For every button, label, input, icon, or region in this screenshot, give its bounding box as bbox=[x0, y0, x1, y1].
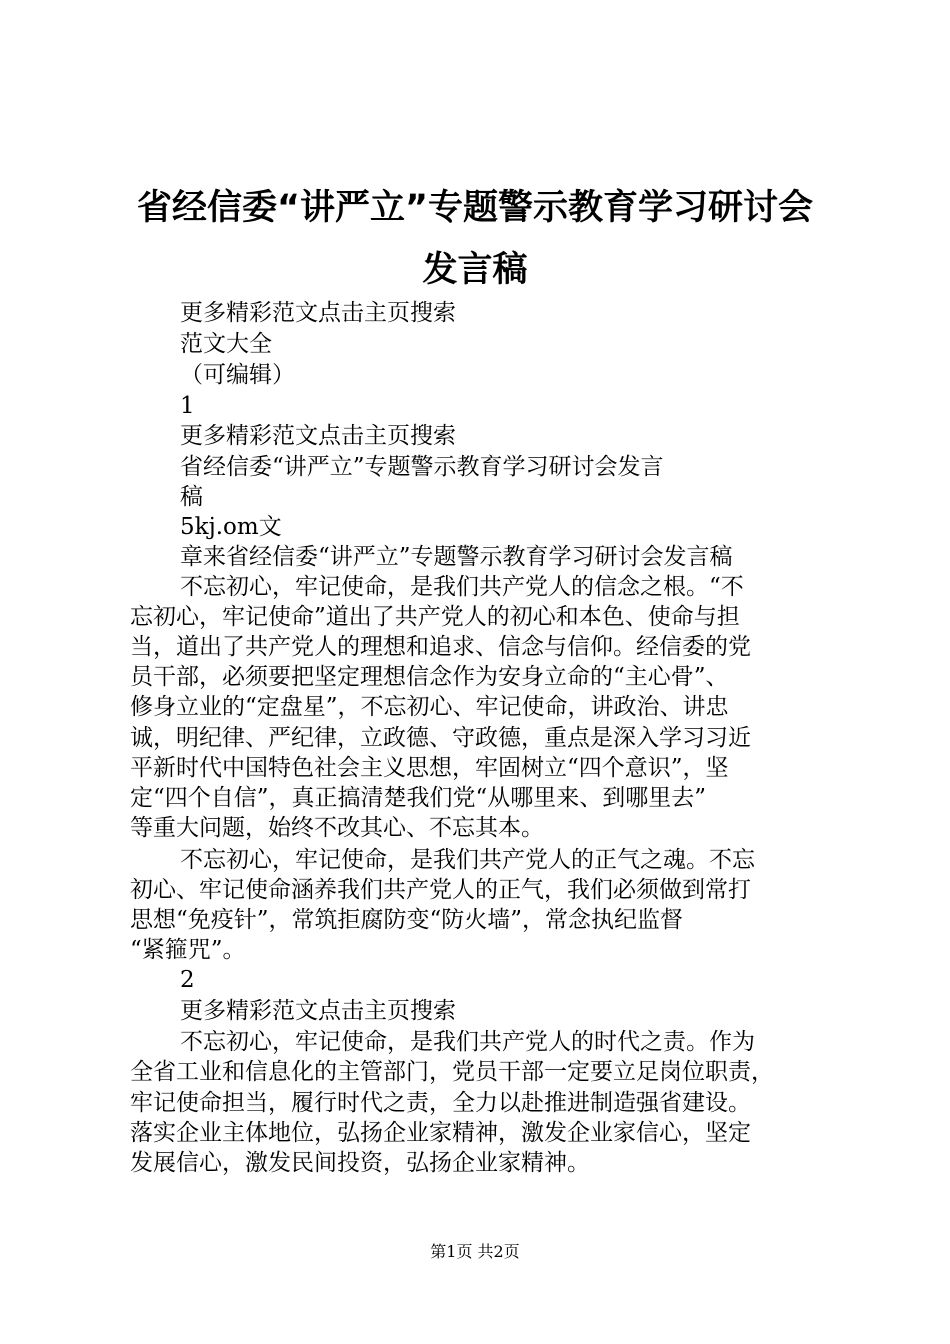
paragraph-line: 发展信心，激发民间投资，弘扬企业家精神。 bbox=[130, 1150, 590, 1176]
text-line: 省经信委“讲严立”专题警示教育学习研讨会发言 bbox=[180, 454, 664, 480]
text-line: 范文大全 bbox=[180, 331, 272, 357]
paragraph-line: 当，道出了共产党人的理想和追求、信念与信仰。经信委的党 bbox=[130, 634, 751, 660]
promo-line: 更多精彩范文点击主页搜索 bbox=[180, 423, 456, 449]
promo-line: 更多精彩范文点击主页搜索 bbox=[180, 300, 456, 326]
promo-line: 更多精彩范文点击主页搜索 bbox=[180, 998, 456, 1024]
paragraph-line: “紧箍咒”。 bbox=[130, 937, 246, 963]
text-line: 章来省经信委“讲严立”专题警示教育学习研讨会发言稿 bbox=[180, 544, 733, 570]
text-line: （可编辑） bbox=[180, 362, 295, 388]
document-title-line-2: 发言稿 bbox=[422, 250, 528, 290]
paragraph-line: 忘初心，牢记使命”道出了共产党人的初心和本色、使命与担 bbox=[130, 604, 740, 630]
paragraph-line: 全省工业和信息化的主管部门，党员干部一定要立足岗位职责， bbox=[130, 1059, 774, 1085]
page-number-line: 2 bbox=[180, 967, 195, 993]
text-line: 稿 bbox=[180, 484, 203, 510]
text-line: 5kj.om文 bbox=[180, 514, 282, 540]
page-footer: 第1页 共2页 bbox=[430, 1242, 520, 1261]
paragraph-line: 等重大问题，始终不改其心、不忘其本。 bbox=[130, 815, 544, 841]
paragraph-line: 不忘初心，牢记使命，是我们共产党人的时代之责。作为 bbox=[180, 1029, 755, 1055]
paragraph-line: 平新时代中国特色社会主义思想，牢固树立“四个意识”，坚 bbox=[130, 755, 729, 781]
paragraph-line: 修身立业的“定盘星”，不忘初心、牢记使命，讲政治、讲忠 bbox=[130, 694, 729, 720]
document-title-line-1: 省经信委“讲严立”专题警示教育学习研讨会 bbox=[136, 188, 813, 228]
paragraph-line: 牢记使命担当，履行时代之责，全力以赴推进制造强省建设。 bbox=[130, 1090, 751, 1116]
paragraph-line: 思想“免疫针”，常筑拒腐防变“防火墙”，常念执纪监督 bbox=[130, 907, 684, 933]
paragraph-line: 员干部，必须要把坚定理想信念作为安身立命的“主心骨”、 bbox=[130, 664, 729, 690]
paragraph-line: 不忘初心，牢记使命，是我们共产党人的信念之根。“不 bbox=[180, 574, 744, 600]
paragraph-line: 定“四个自信”，真正搞清楚我们党“从哪里来、到哪里去” bbox=[130, 785, 707, 811]
paragraph-line: 落实企业主体地位，弘扬企业家精神，激发企业家信心，坚定 bbox=[130, 1120, 751, 1146]
paragraph-line: 初心、牢记使命涵养我们共产党人的正气，我们必须做到常打 bbox=[130, 877, 751, 903]
page-number-line: 1 bbox=[180, 393, 195, 419]
paragraph-line: 不忘初心，牢记使命，是我们共产党人的正气之魂。不忘 bbox=[180, 847, 755, 873]
paragraph-line: 诚，明纪律、严纪律，立政德、守政德，重点是深入学习习近 bbox=[130, 725, 751, 751]
